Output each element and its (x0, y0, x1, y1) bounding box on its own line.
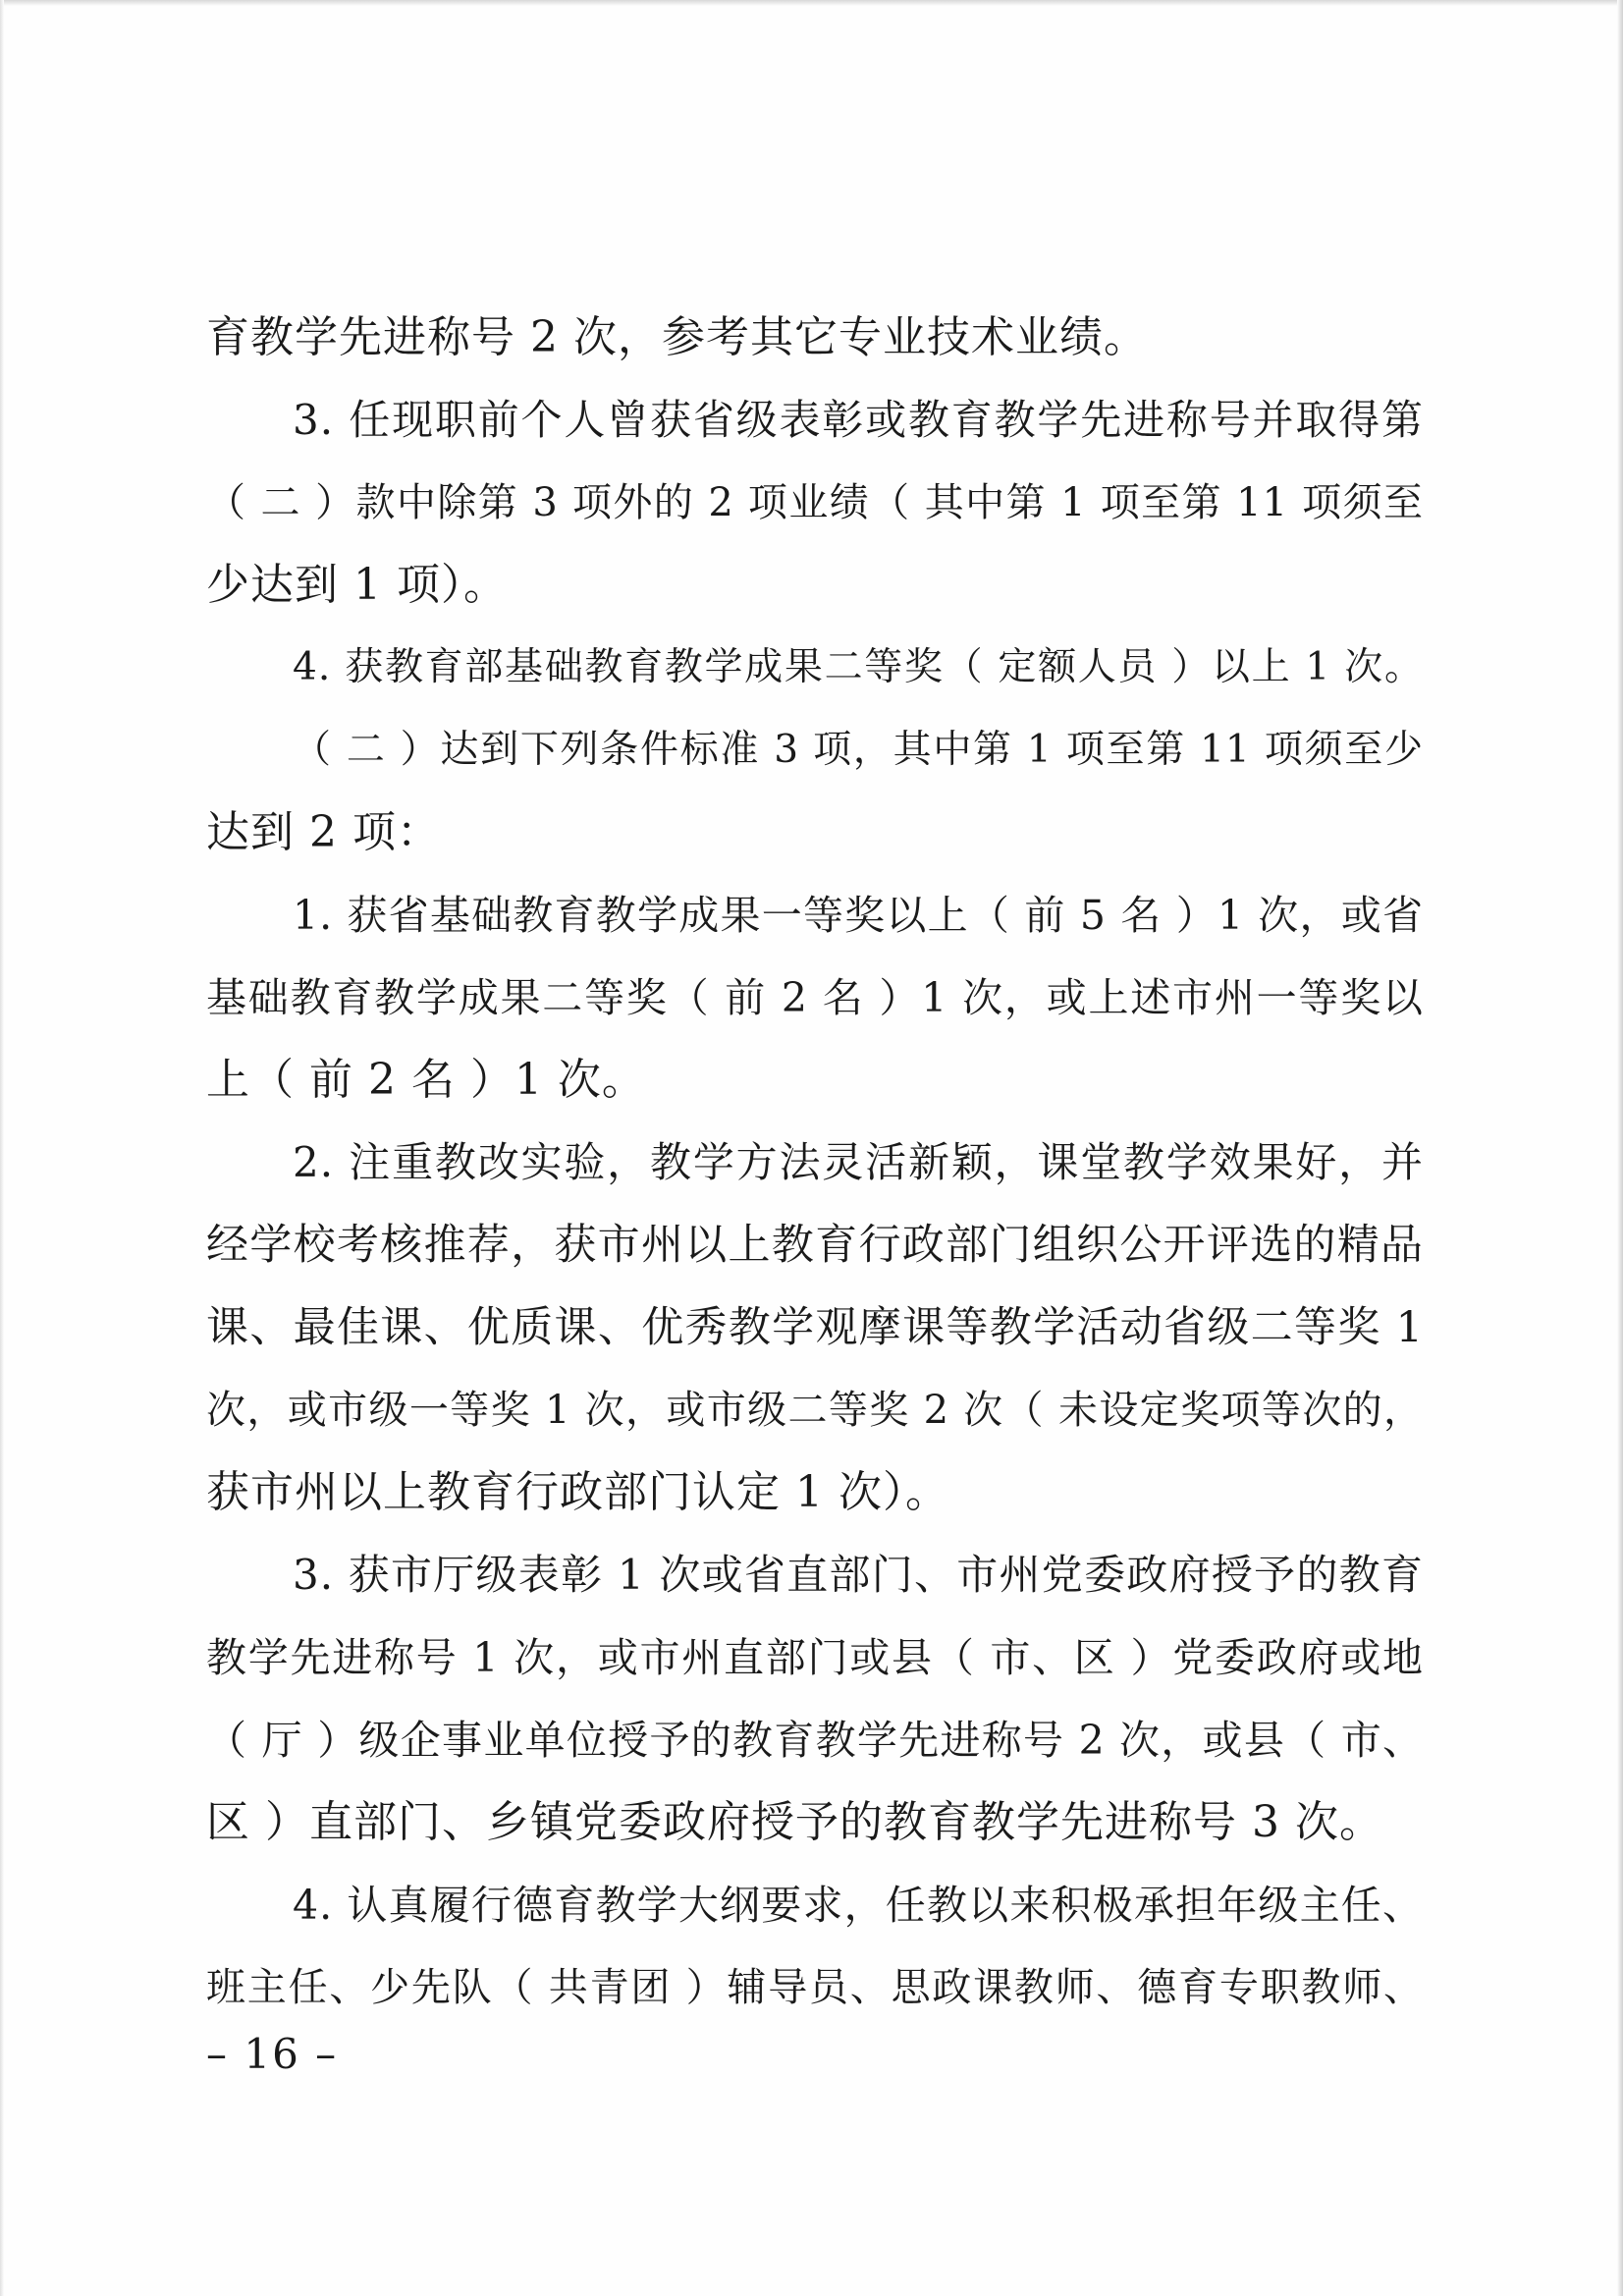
text-line: （ 二 ）款中除第 3 项外的 2 项业绩（ 其中第 1 项至第 11 项须至 (206, 480, 1424, 525)
text-line: 少达到 1 项）。 (206, 560, 508, 610)
text-line: 教学先进称号 1 次，或市州直部门或县（ 市、区 ）党委政府或地 (206, 1634, 1424, 1681)
text-line: 获市州以上教育行政部门认定 1 次）。 (206, 1467, 949, 1517)
scan-edge-left (0, 0, 4, 2296)
text-line: 育教学先进称号 2 次，参考其它专业技术业绩。 (206, 312, 1148, 362)
text-line: （ 二 ）达到下列条件标准 3 项，其中第 1 项至第 11 项须至少 (293, 728, 1424, 772)
text-line: 区 ）直部门、乡镇党委政府授予的教育教学先进称号 3 次。 (206, 1797, 1383, 1847)
text-line: 基础教育教学成果二等奖（ 前 2 名 ）1 次，或上述市州一等奖以 (206, 974, 1424, 1021)
text-line: 次，或市级一等奖 1 次，或市级二等奖 2 次（ 未设定奖项等次的， (206, 1388, 1424, 1433)
text-line: 3. 获市厅级表彰 1 次或省直部门、市州党委政府授予的教育 (293, 1551, 1424, 1599)
text-line: 课、最佳课、优质课、优秀教学观摩课等教学活动省级二等奖 1 (206, 1303, 1424, 1352)
text-line: 1. 获省基础教育教学成果一等奖以上（ 前 5 名 ）1 次，或省 (293, 892, 1424, 939)
document-body (206, 297, 1424, 2029)
text-line: 3. 任现职前个人曾获省级表彰或教育教学先进称号并取得第 (293, 396, 1424, 444)
text-line: （ 厅 ）级企事业单位授予的教育教学先进称号 2 次，或县（ 市、 (206, 1717, 1424, 1764)
scan-edge-right (1617, 0, 1623, 2296)
text-line: 2. 注重教改实验，教学方法灵活新颖，课堂教学效果好，并 (293, 1138, 1424, 1186)
text-line: 班主任、少先队（ 共青团 ）辅导员、思政课教师、德育专职教师、 (206, 1965, 1424, 2010)
text-line: 上（ 前 2 名 ）1 次。 (206, 1055, 646, 1105)
text-line: 4. 获教育部基础教育教学成果二等奖（ 定额人员 ）以上 1 次。 (293, 645, 1424, 689)
text-line: 达到 2 项： (206, 807, 441, 857)
scan-edge-top (0, 0, 1623, 6)
page-number: – 16 – (206, 2030, 339, 2078)
text-line: 经学校考核推荐，获市州以上教育行政部门组织公开评选的精品 (206, 1221, 1424, 1270)
text-line: 4. 认真履行德育教学大纲要求，任教以来积极承担年级主任、 (293, 1882, 1424, 1929)
